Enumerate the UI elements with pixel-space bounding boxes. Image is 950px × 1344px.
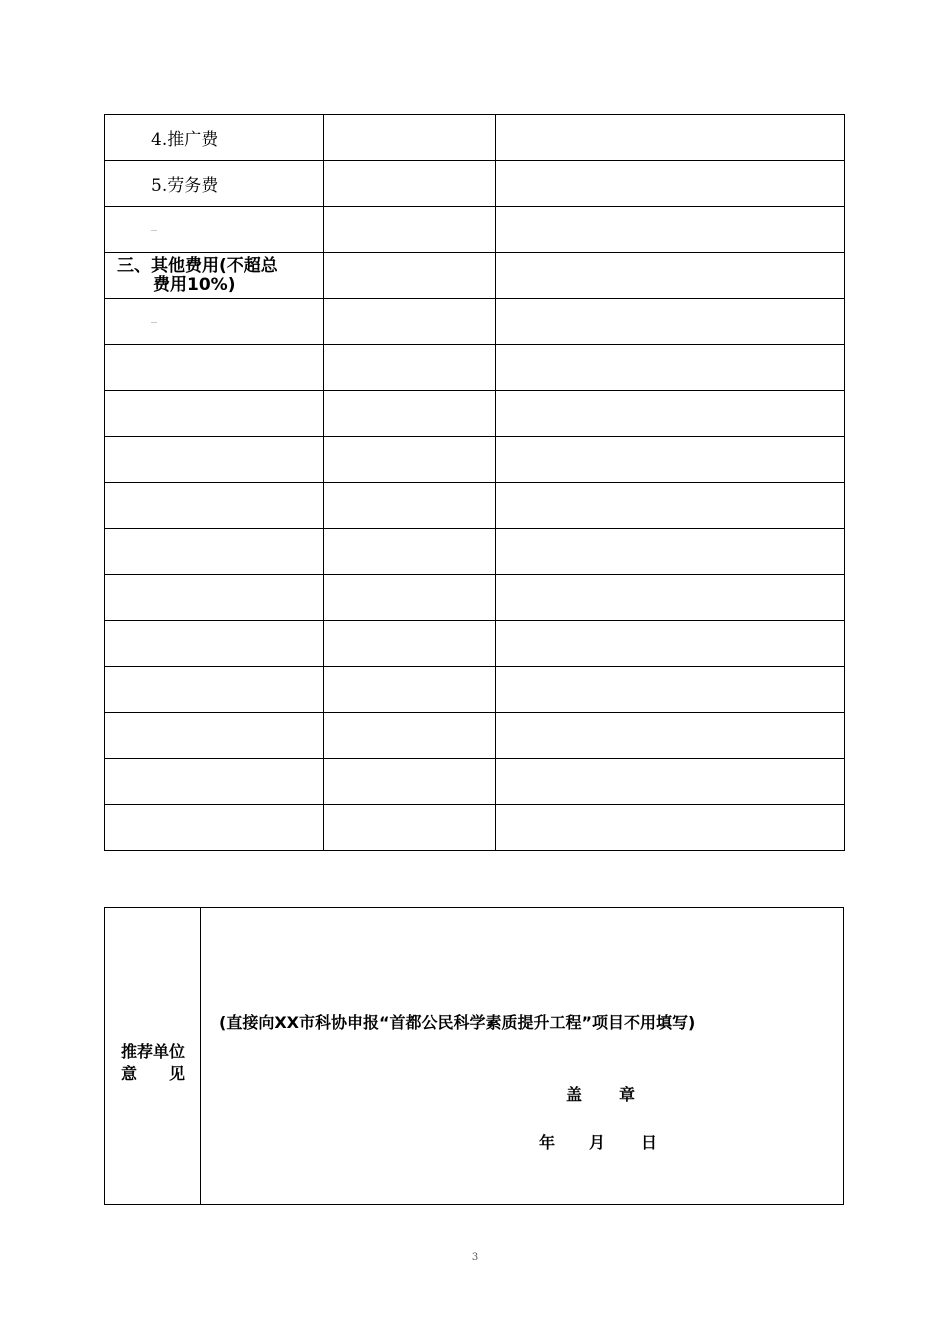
label-cell[interactable] [105,437,324,483]
amount-cell[interactable] [324,115,496,161]
recommending-unit-opinion-box [104,907,844,1205]
opinion-note: (直接向XX市科协申报“首都公民科学素质提升工程”项目不用填写) [219,1013,696,1032]
other-expenses-line2: 费用10%) [153,274,236,295]
amount-cell[interactable] [324,345,496,391]
table-row [105,667,845,713]
table-row [105,437,845,483]
label-cell[interactable] [105,759,324,805]
seal-char-zhang: 章 [619,1085,636,1104]
note-cell[interactable] [496,161,845,207]
table-row [105,713,845,759]
label-cell[interactable] [105,621,324,667]
note-cell[interactable] [496,391,845,437]
amount-cell[interactable] [324,759,496,805]
amount-cell[interactable] [324,575,496,621]
note-cell[interactable] [496,667,845,713]
date-year: 年 [539,1133,556,1152]
label-cell[interactable] [105,529,324,575]
amount-cell[interactable] [324,483,496,529]
amount-cell[interactable] [324,437,496,483]
note-cell[interactable] [496,805,845,851]
label-cell[interactable] [105,483,324,529]
table-row [105,529,845,575]
table-row [105,391,845,437]
row-label-promotion-fee: 4.推广费 [105,115,324,161]
note-cell[interactable] [496,299,845,345]
amount-cell[interactable] [324,713,496,759]
note-cell[interactable] [496,483,845,529]
table-row [105,161,845,207]
table-row [105,207,845,253]
amount-cell[interactable] [324,805,496,851]
amount-cell[interactable] [324,299,496,345]
opinion-label-char-jian: 见 [169,1064,186,1083]
table-row [105,575,845,621]
label-cell[interactable] [105,713,324,759]
table-row [105,621,845,667]
table-row [105,345,845,391]
note-cell[interactable] [496,253,845,299]
seal-char-gai: 盖 [566,1085,583,1104]
row-label-ellipsis: … [105,299,324,345]
opinion-label-line2 [105,1061,201,1084]
date-month: 月 [589,1133,606,1152]
opinion-label-cell [105,908,201,1204]
label-cell[interactable] [105,575,324,621]
row-label-labor-fee: 5.劳务费 [105,161,324,207]
amount-cell[interactable] [324,529,496,575]
label-cell[interactable] [105,805,324,851]
amount-cell[interactable] [324,207,496,253]
table-row [105,483,845,529]
note-cell[interactable] [496,621,845,667]
amount-cell[interactable] [324,667,496,713]
row-label-other-expenses [105,253,324,299]
budget-table [104,114,845,851]
note-cell[interactable] [496,345,845,391]
table-row [105,805,845,851]
amount-cell[interactable] [324,391,496,437]
note-cell[interactable] [496,713,845,759]
opinion-content-area[interactable] [201,908,843,1204]
table-row [105,115,845,161]
other-expenses-line1: 三、其他费用(不超总 [117,255,278,276]
note-cell[interactable] [496,575,845,621]
opinion-label-line1: 推荐单位 [120,1042,185,1061]
date-day: 日 [641,1133,658,1152]
label-cell[interactable] [105,391,324,437]
amount-cell[interactable] [324,253,496,299]
table-row [105,759,845,805]
note-cell[interactable] [496,759,845,805]
note-cell[interactable] [496,529,845,575]
table-row [105,253,845,299]
label-cell[interactable] [105,667,324,713]
note-cell[interactable] [496,437,845,483]
table-row [105,299,845,345]
label-cell[interactable] [105,345,324,391]
row-label-ellipsis: … [105,207,324,253]
amount-cell[interactable] [324,161,496,207]
opinion-label-char-yi: 意 [120,1064,137,1083]
amount-cell[interactable] [324,621,496,667]
note-cell[interactable] [496,207,845,253]
page-number: 3 [471,1252,479,1263]
note-cell[interactable] [496,115,845,161]
